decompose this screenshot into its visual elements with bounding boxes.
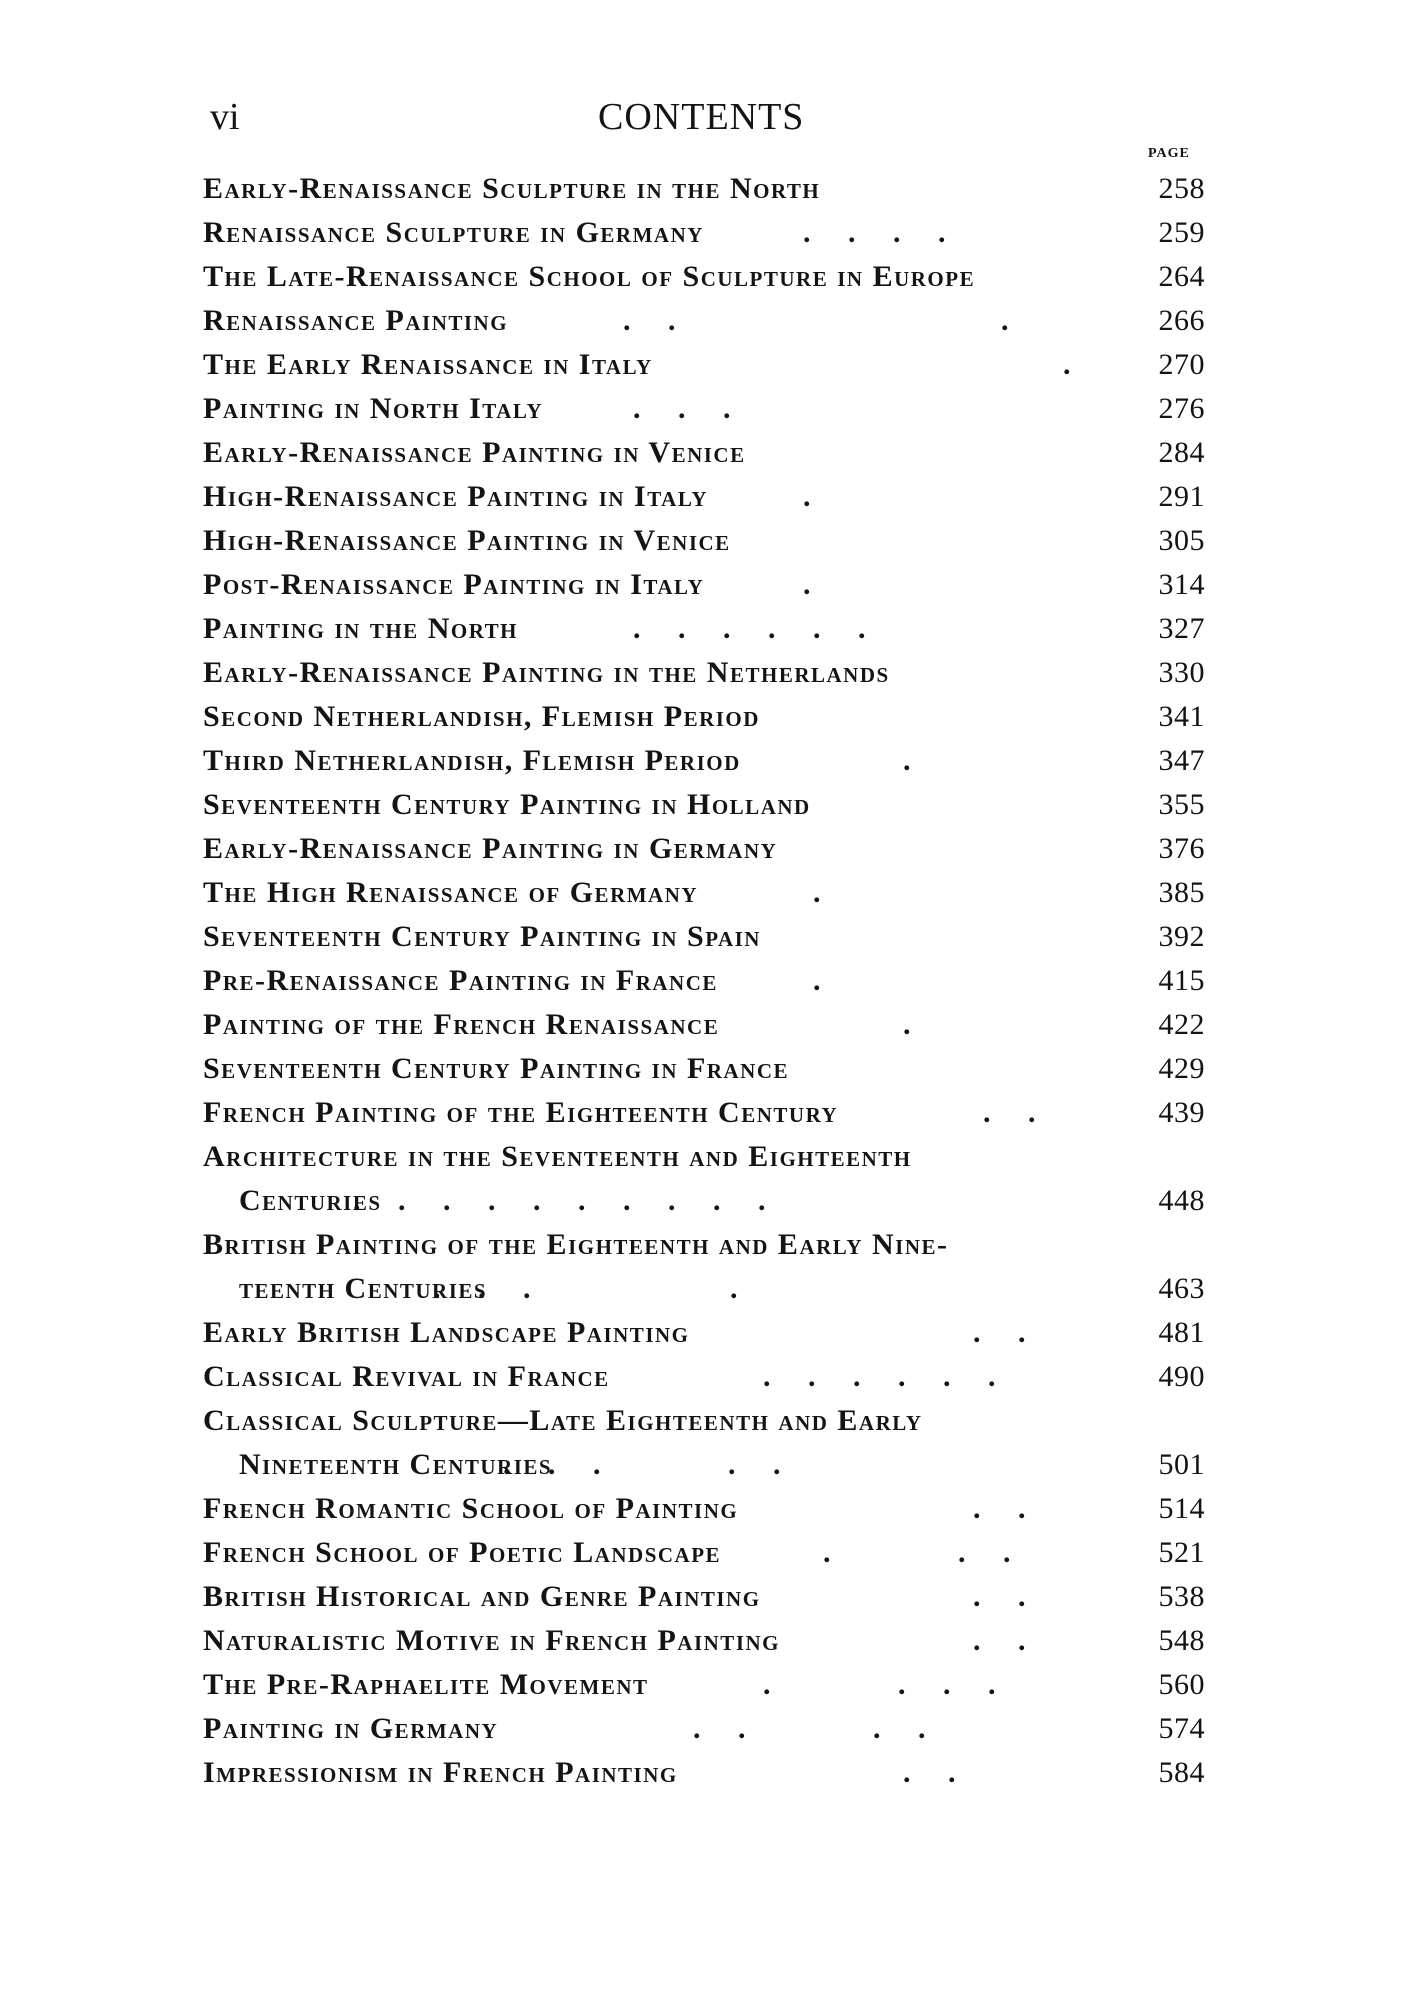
toc-entry-title: Early-Renaissance Painting in Germany [203,832,778,865]
running-title: CONTENTS [598,96,805,138]
toc-entry-title: Third Netherlandish, Flemish Period [203,744,741,777]
toc-entry-page-number: 514 [1158,1492,1205,1525]
toc-entry [203,832,1203,876]
leader-dots: . . . [623,304,1010,337]
leader-dots: . . [973,1316,1027,1349]
toc-entry-page-number: 347 [1158,744,1205,777]
toc-entry-title: French Painting of the Eighteenth Century [203,1096,839,1129]
leader-dots: . . . . [803,216,947,249]
toc-entry-page-number: 264 [1158,260,1205,293]
toc-entry [203,1712,1203,1756]
toc-entry-title: Early British Landscape Painting [203,1316,690,1349]
toc-entry [203,392,1203,436]
page-folio: vi [210,96,240,138]
toc-entry-title: Pre-Renaissance Painting in France [203,964,718,997]
toc-entry-page-number: 521 [1158,1536,1205,1569]
leader-dots: . . [973,1492,1027,1525]
toc-entry [203,1052,1203,1096]
leader-dots: . [803,480,812,513]
toc-entry-page-number: 258 [1158,172,1205,205]
toc-entry [203,304,1203,348]
toc-entry-title: Painting in Germany [203,1712,499,1745]
leader-dots: . . . . . . [763,1360,997,1393]
toc-entry [203,700,1203,744]
toc-entry-page-number: 291 [1158,480,1205,513]
toc-entry-page-number: 259 [1158,216,1205,249]
toc-entry-title: High-Renaissance Painting in Italy [203,480,709,513]
toc-entry [203,1096,1203,1140]
leader-dots: . [813,876,822,909]
toc-entry-page-number: 463 [1158,1272,1205,1305]
toc-entry [203,1668,1203,1712]
toc-entry [203,172,1203,216]
toc-entry-page-number: 490 [1158,1360,1205,1393]
toc-entry-title: The High Renaissance of Germany [203,876,699,909]
toc-entry-title: Early-Renaissance Painting in Venice [203,436,746,469]
toc-entry [203,1228,1203,1316]
leader-dots: . [813,964,822,997]
toc-entry-title: Seventeenth Century Painting in Holland [203,788,811,821]
toc-entry [203,1536,1203,1580]
leader-dots: . [903,1008,912,1041]
toc-entry-title: Renaissance Painting [203,304,509,337]
toc-entry-title: Architecture in the Seventeenth and Eighteenth [203,1140,912,1173]
table-of-contents [203,172,1203,1800]
toc-entry-page-number: 392 [1158,920,1205,953]
leader-dots: . [803,568,812,601]
toc-entry [203,1492,1203,1536]
toc-entry-title: High-Renaissance Painting in Venice [203,524,731,557]
toc-entry-title: Painting in North Italy [203,392,544,425]
toc-entry-page-number: 574 [1158,1712,1205,1745]
toc-entry-title: The Pre-Raphaelite Movement [203,1668,649,1701]
leader-dots: . [903,744,912,777]
leader-dots: . . [973,1624,1027,1657]
toc-entry-page-number: 305 [1158,524,1205,557]
leader-dots: . . . [823,1536,1012,1569]
toc-entry [203,480,1203,524]
toc-entry [203,216,1203,260]
leader-dots: . . . . . [503,1448,782,1481]
toc-entry [203,1008,1203,1052]
toc-entry-title: Second Netherlandish, Flemish Period [203,700,760,733]
toc-entry [203,744,1203,788]
leader-dots: . [1063,348,1072,381]
toc-entry [203,260,1203,304]
toc-entry-title: Early-Renaissance Sculpture in the North [203,172,821,205]
toc-entry-title: Painting of the French Renaissance [203,1008,720,1041]
toc-entry-page-number: 422 [1158,1008,1205,1041]
toc-entry-title: Naturalistic Motive in French Painting [203,1624,780,1657]
toc-entry-title: Seventeenth Century Painting in France [203,1052,789,1085]
toc-entry-page-number: 314 [1158,568,1205,601]
page-column-label: PAGE [1148,146,1190,161]
toc-entry [203,656,1203,700]
toc-entry [203,1404,1203,1492]
toc-entry-page-number: 376 [1158,832,1205,865]
toc-entry-title: Painting in the North [203,612,518,645]
toc-entry-page-number: 270 [1158,348,1205,381]
toc-entry-title-continued: Centuries [239,1184,382,1217]
toc-entry [203,876,1203,920]
toc-entry-page-number: 560 [1158,1668,1205,1701]
toc-entry-page-number: 584 [1158,1756,1205,1789]
toc-entry-page-number: 439 [1158,1096,1205,1129]
toc-entry-title: The Late-Renaissance School of Sculpture in Europe [203,260,976,293]
toc-entry [203,1360,1203,1404]
leader-dots: . . [973,1580,1027,1613]
toc-entry-title: Early-Renaissance Painting in the Netherlands [203,656,890,689]
leader-dots: . . . [633,392,732,425]
toc-entry [203,788,1203,832]
toc-entry [203,1580,1203,1624]
toc-entry [203,348,1203,392]
leader-dots: . . [903,1756,957,1789]
leader-dots: . . . . [433,1272,739,1305]
toc-entry-title: British Historical and Genre Painting [203,1580,761,1613]
leader-dots: . . . . [763,1668,997,1701]
toc-entry-page-number: 330 [1158,656,1205,689]
toc-entry [203,436,1203,480]
toc-entry [203,524,1203,568]
toc-entry [203,964,1203,1008]
toc-entry-title-continued: teenth Centuries [239,1272,488,1305]
toc-entry-title: Classical Revival in France [203,1360,610,1393]
toc-entry-page-number: 481 [1158,1316,1205,1349]
toc-entry-title: British Painting of the Eighteenth and Early Nine- [203,1228,949,1261]
toc-entry [203,1140,1203,1228]
toc-entry-title: Post-Renaissance Painting in Italy [203,568,705,601]
toc-entry [203,920,1203,964]
toc-entry-title-continued: Nineteenth Centuries [239,1448,553,1481]
toc-entry-title: Seventeenth Century Painting in Spain [203,920,761,953]
toc-entry-page-number: 415 [1158,964,1205,997]
toc-entry-title: Impressionism in French Painting [203,1756,678,1789]
toc-entry-page-number: 276 [1158,392,1205,425]
toc-entry-title: Classical Sculpture—Late Eighteenth and Early [203,1404,923,1437]
toc-entry-title: The Early Renaissance in Italy [203,348,653,381]
toc-entry-page-number: 341 [1158,700,1205,733]
toc-entry-page-number: 429 [1158,1052,1205,1085]
toc-entry [203,1624,1203,1668]
leader-dots: . . . . [693,1712,927,1745]
toc-entry-page-number: 385 [1158,876,1205,909]
toc-entry-title: French School of Poetic Landscape [203,1536,722,1569]
toc-entry-title: Renaissance Sculpture in Germany [203,216,704,249]
leader-dots: . . . . . . . . . . [353,1184,767,1217]
toc-entry-page-number: 448 [1158,1184,1205,1217]
toc-entry-page-number: 266 [1158,304,1205,337]
toc-entry-title: French Romantic School of Painting [203,1492,739,1525]
toc-entry [203,1756,1203,1800]
toc-entry-page-number: 501 [1158,1448,1205,1481]
toc-entry [203,568,1203,612]
toc-entry-page-number: 538 [1158,1580,1205,1613]
toc-entry-page-number: 548 [1158,1624,1205,1657]
leader-dots: . . . . . . [633,612,867,645]
toc-entry-page-number: 327 [1158,612,1205,645]
toc-entry [203,612,1203,656]
toc-entry [203,1316,1203,1360]
leader-dots: . . [983,1096,1037,1129]
toc-entry-page-number: 355 [1158,788,1205,821]
toc-entry-page-number: 284 [1158,436,1205,469]
